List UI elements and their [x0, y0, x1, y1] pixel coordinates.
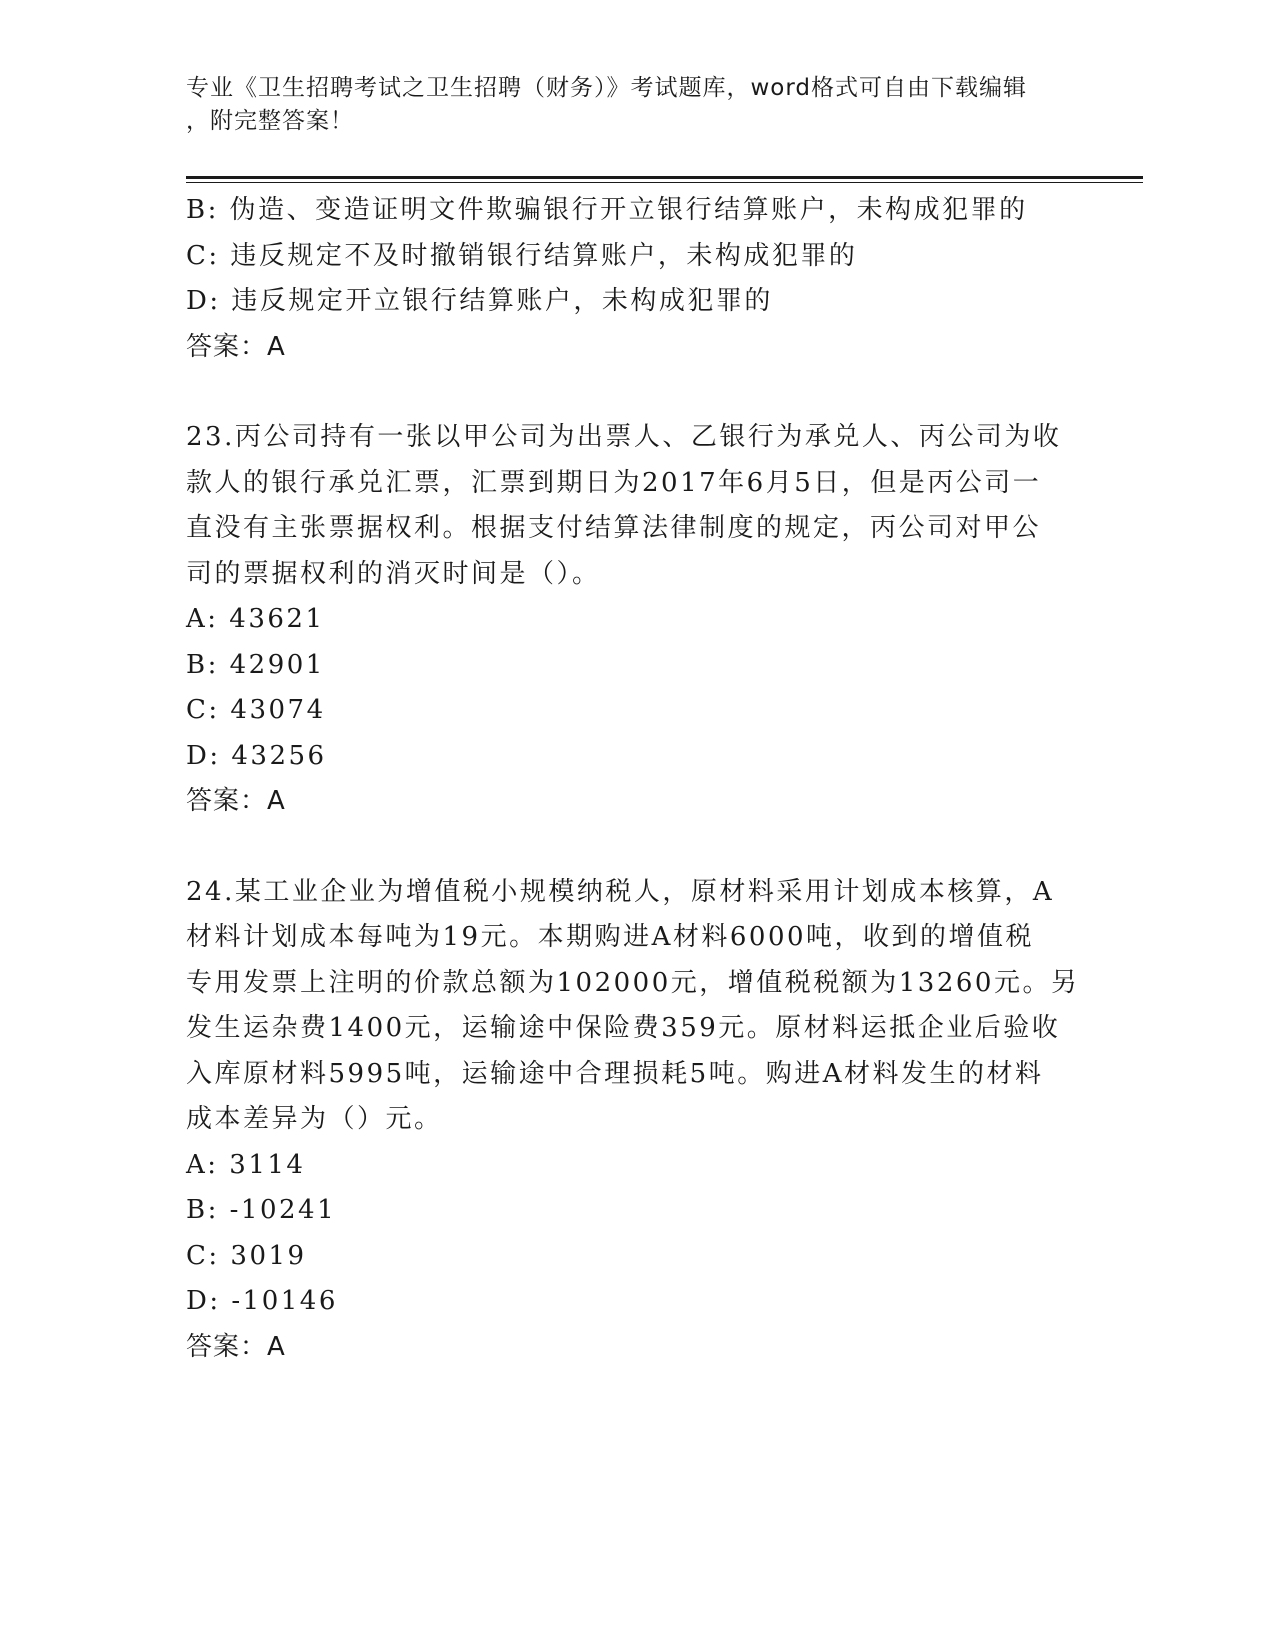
- question-stem-line: 23.丙公司持有一张以甲公司为出票人、乙银行为承兑人、丙公司为收: [186, 422, 1062, 452]
- prev-question-block: [186, 188, 1066, 370]
- option-b: B: 伪造、变造证明文件欺骗银行开立银行结算账户，未构成犯罪的: [186, 195, 1028, 225]
- option-b: B: -10241: [186, 1195, 337, 1225]
- answer-line: 答案：A: [186, 331, 286, 362]
- option-a: A: 43621: [186, 604, 325, 634]
- question-24: [186, 870, 1080, 1371]
- option-a: A: 3114: [186, 1149, 306, 1180]
- document-header: [186, 72, 1066, 138]
- question-stem-line: 材料计划成本每吨为19元。本期购进A材料6000吨，收到的增值税: [186, 922, 1035, 952]
- question-stem-line: 发生运杂费1400元，运输途中保险费359元。原材料运抵企业后验收: [186, 1013, 1061, 1043]
- question-stem-line: 款人的银行承兑汇票，汇票到期日为2017年6月5日，但是丙公司一: [186, 467, 1042, 498]
- option-b: B: 42901: [186, 649, 325, 680]
- option-d: D: -10146: [186, 1286, 338, 1316]
- question-stem-line: 成本差异为（）元。: [186, 1104, 443, 1134]
- question-stem-line: 24.某工业企业为增值税小规模纳税人，原材料采用计划成本核算，A: [186, 876, 1055, 907]
- document-body: [186, 188, 1080, 1370]
- option-d: D: 43256: [186, 740, 327, 771]
- question-stem-line: 直没有主张票据权利。根据支付结算法律制度的规定，丙公司对甲公: [186, 513, 1042, 543]
- option-d: D: 违反规定开立银行结算账户，未构成犯罪的: [186, 286, 773, 316]
- answer-line: 答案：A: [186, 786, 286, 816]
- question-stem-line: 专用发票上注明的价款总额为102000元，增值税税额为13260元。另: [186, 967, 1080, 998]
- header-line-2: ，附完整答案！: [186, 108, 354, 134]
- question-stem-line: 入库原材料5995吨，运输途中合理损耗5吨。购进A材料发生的材料: [186, 1058, 1044, 1089]
- question-stem-line: 司的票据权利的消灭时间是（）。: [186, 558, 601, 589]
- answer-line: 答案：A: [186, 1331, 286, 1362]
- header-rule-thick: [186, 176, 1143, 179]
- option-c: C: 违反规定不及时撤销银行结算账户，未构成犯罪的: [186, 240, 858, 271]
- header-line-1: 专业《卫生招聘考试之卫生招聘（财务）》考试题库，word格式可自由下载编辑: [186, 75, 1028, 101]
- header-rule-thin: [186, 182, 1143, 183]
- option-c: C: 43074: [186, 695, 326, 725]
- option-c: C: 3019: [186, 1240, 307, 1271]
- question-23: [186, 415, 1066, 825]
